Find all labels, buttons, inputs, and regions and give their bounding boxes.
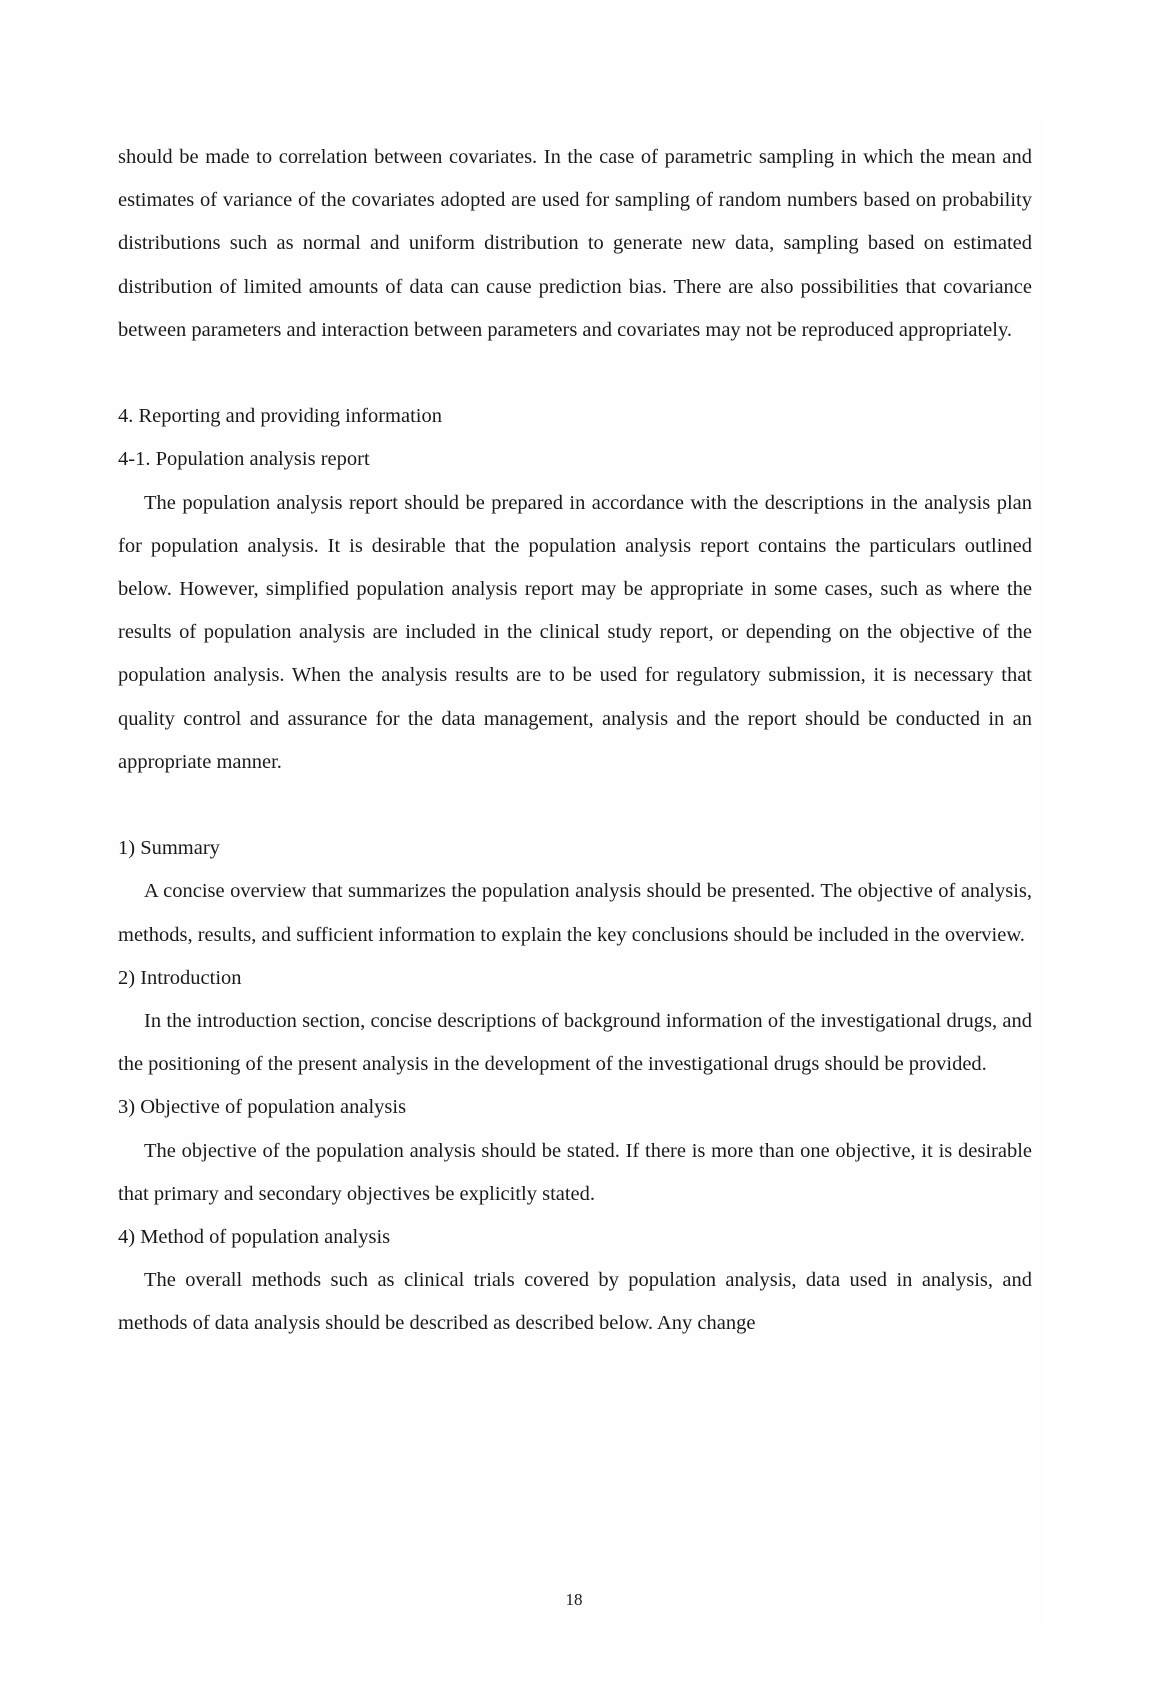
- page-content: [118, 136, 1032, 1346]
- item-body-method: The overall methods such as clinical trials covered by population analysis, data used in analysis, and methods of data analysis should be described as described below. Any change: [118, 1269, 1032, 1335]
- item-heading-method: 4) Method of population analysis: [118, 1226, 391, 1249]
- item-heading-objective: 3) Objective of population analysis: [118, 1096, 407, 1119]
- section-heading: 4. Reporting and providing information: [118, 405, 442, 428]
- subsection-body: The population analysis report should be prepared in accordance with the descriptions in the analysis plan for population analysis. It is desirable that the population analysis report contains the particulars outlined below. However, simplified population analysis report may be appropriate in some cases, such as where the results of population analysis are included in the clinical study report, or depending on the objective of the population analysis. When the analysis results are to be used for regulatory submission, it is necessary that quality control and assurance for the data management, analysis and the report should be conducted in an appropriate manner.: [118, 491, 1032, 773]
- document-page: [104, 120, 1044, 1628]
- item-heading-summary: 1) Summary: [118, 837, 220, 860]
- item-body-introduction: In the introduction section, concise descriptions of background information of the investigational drugs, and the positioning of the present analysis in the development of the investigational drugs should be provided.: [118, 1010, 1032, 1076]
- continuation-paragraph: should be made to correlation between covariates. In the case of parametric sampling in which the mean and estimates of variance of the covariates adopted are used for sampling of random numbers based on probability distributions such as normal and uniform distribution to generate new data, sampling based on estimated distribution of limited amounts of data can cause prediction bias. There are also possibilities that covariance between parameters and interaction between parameters and covariates may not be reproduced appropriately.: [118, 146, 1032, 341]
- item-body-summary: A concise overview that summarizes the population analysis should be presented. The objective of analysis, methods, results, and sufficient information to explain the key conclusions should be included in the overview.: [118, 880, 1032, 946]
- item-body-objective: The objective of the population analysis should be stated. If there is more than one objective, it is desirable that primary and secondary objectives be explicitly stated.: [118, 1139, 1032, 1205]
- item-heading-introduction: 2) Introduction: [118, 966, 242, 989]
- paragraph-gap: [118, 784, 1032, 827]
- subsection-heading: 4-1. Population analysis report: [118, 448, 370, 471]
- page-number: 18: [565, 1590, 583, 1609]
- paragraph-gap: [118, 352, 1032, 395]
